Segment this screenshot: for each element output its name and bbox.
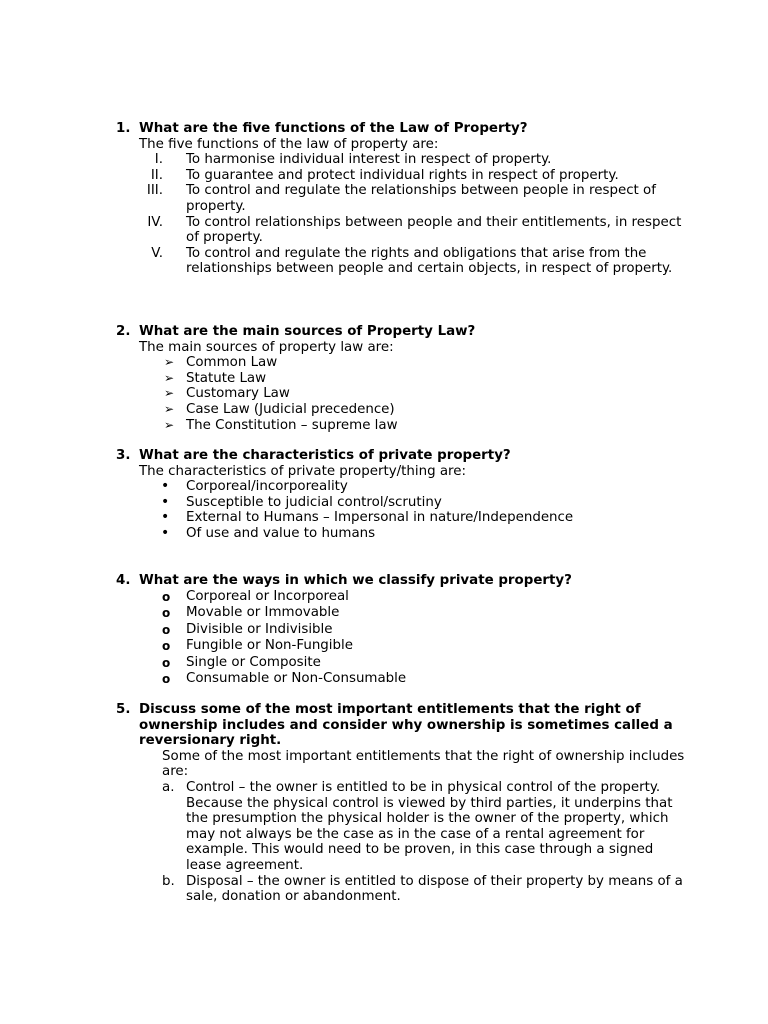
list-item-text: To control relationships between people and their entitlements, in respect of property. [186,214,682,246]
list-item-text: Customary Law [186,386,290,402]
list-marker: V. [151,245,163,261]
bullet-list [116,479,686,541]
circle-bullet-list [116,589,686,688]
question-4-heading [116,573,686,589]
list-marker: b. [162,873,175,889]
roman-list [116,152,686,277]
list-item [116,183,686,214]
list-item-text: To harmonise individual interest in respect of property. [186,152,552,168]
list-item [116,622,686,639]
arrow-list [116,355,686,433]
question-title: What are the ways in which we classify private property? [139,573,572,588]
list-item [116,605,686,622]
bullet-icon: • [161,493,170,510]
list-item [116,168,686,184]
question-5-heading [116,702,686,749]
question-2-heading [116,324,686,340]
list-item [116,510,686,526]
list-item [116,526,686,542]
question-3 [116,448,686,542]
circle-bullet-icon: o [162,672,171,687]
question-1 [116,121,686,277]
list-item [116,215,686,246]
list-item [116,589,686,606]
question-title: Discuss some of the most important entitlements that the right of ownership includes and consider why ownership is sometimes called a reversionary right. [139,702,673,749]
list-item-text: Consumable or Non-Consumable [186,671,407,687]
question-number: 2. [116,324,131,339]
arrow-bullet-icon: ➢ [164,370,175,385]
list-item-text: Divisible or Indivisible [186,621,333,637]
question-title: What are the characteristics of private property? [139,448,511,463]
question-intro: The main sources of property law are: [139,339,394,355]
list-marker: III. [146,183,163,199]
list-item-text: Case Law (Judicial precedence) [186,401,395,417]
list-item [116,874,686,905]
arrow-bullet-icon: ➢ [164,386,175,401]
list-item-text: Statute Law [186,370,267,386]
circle-bullet-icon: o [162,589,171,604]
list-item-text: Movable or Immovable [186,605,340,621]
circle-bullet-icon: o [162,639,171,654]
question-1-heading [116,121,686,137]
list-item-text: Corporeal/incorporeality [186,479,348,495]
circle-bullet-icon: o [162,655,171,670]
list-item-text: To control and regulate the relationships between people in respect of property. [186,183,656,214]
question-title: What are the five functions of the Law of Property? [139,121,528,136]
list-item [116,402,686,418]
alpha-list [116,780,686,905]
list-item [116,479,686,495]
question-number: 3. [116,448,131,463]
list-marker: a. [162,779,175,795]
list-item-text: Disposal – the owner is entitled to dispose of their property by means of a sale, donation or abandonment. [186,873,683,905]
question-number: 5. [116,702,131,717]
list-item [116,152,686,168]
list-item [116,371,686,387]
list-item-text: To guarantee and protect individual rights in respect of property. [186,167,619,183]
arrow-bullet-icon: ➢ [164,355,175,370]
bullet-icon: • [161,524,170,541]
bullet-icon: • [161,509,170,526]
list-marker: IV. [147,214,163,230]
circle-bullet-icon: o [162,606,171,621]
list-item [116,386,686,402]
list-marker: I. [154,152,163,168]
circle-bullet-icon: o [162,622,171,637]
bullet-icon: • [161,478,170,495]
question-number: 1. [116,121,131,136]
list-item-text: Single or Composite [186,654,321,670]
list-item-text: Common Law [186,355,278,371]
question-intro: Some of the most important entitlements that the right of ownership includes are: [162,748,685,780]
list-item-text: Fungible or Non-Fungible [186,638,353,654]
question-title: What are the main sources of Property Law? [139,324,476,339]
list-item [116,495,686,511]
arrow-bullet-icon: ➢ [164,417,175,432]
list-item-text: Control – the owner is entitled to be in physical control of the property. Because the physical control is viewed by third parties, it underpins that the presumption the physical holder is the owner of the property, which may not always be the case as in the case of a rental agreement for example. This would need to be proven, in this case through a signed lease agreement. [186,779,673,873]
question-intro: The five functions of the law of property are: [139,136,439,152]
list-marker: II. [150,167,163,183]
list-item-text: External to Humans – Impersonal in nature/Independence [186,510,574,526]
list-item [116,355,686,371]
list-item [116,246,686,277]
list-item-text: To control and regulate the rights and obligations that arise from the relationships between people and certain objects, in respect of property. [186,245,673,277]
list-item [116,638,686,655]
list-item-text: Corporeal or Incorporeal [186,588,349,604]
list-item [116,418,686,434]
list-item-text: Of use and value to humans [186,525,376,541]
list-item [116,671,686,688]
question-number: 4. [116,573,131,588]
question-intro: The characteristics of private property/thing are: [139,463,467,479]
arrow-bullet-icon: ➢ [164,401,175,416]
question-2 [116,324,686,433]
question-3-heading [116,448,686,464]
list-item [116,780,686,874]
question-5 [116,702,686,905]
question-4 [116,573,686,688]
list-item-text: Susceptible to judicial control/scrutiny [186,494,442,510]
list-item [116,655,686,672]
list-item-text: The Constitution – supreme law [186,417,398,433]
